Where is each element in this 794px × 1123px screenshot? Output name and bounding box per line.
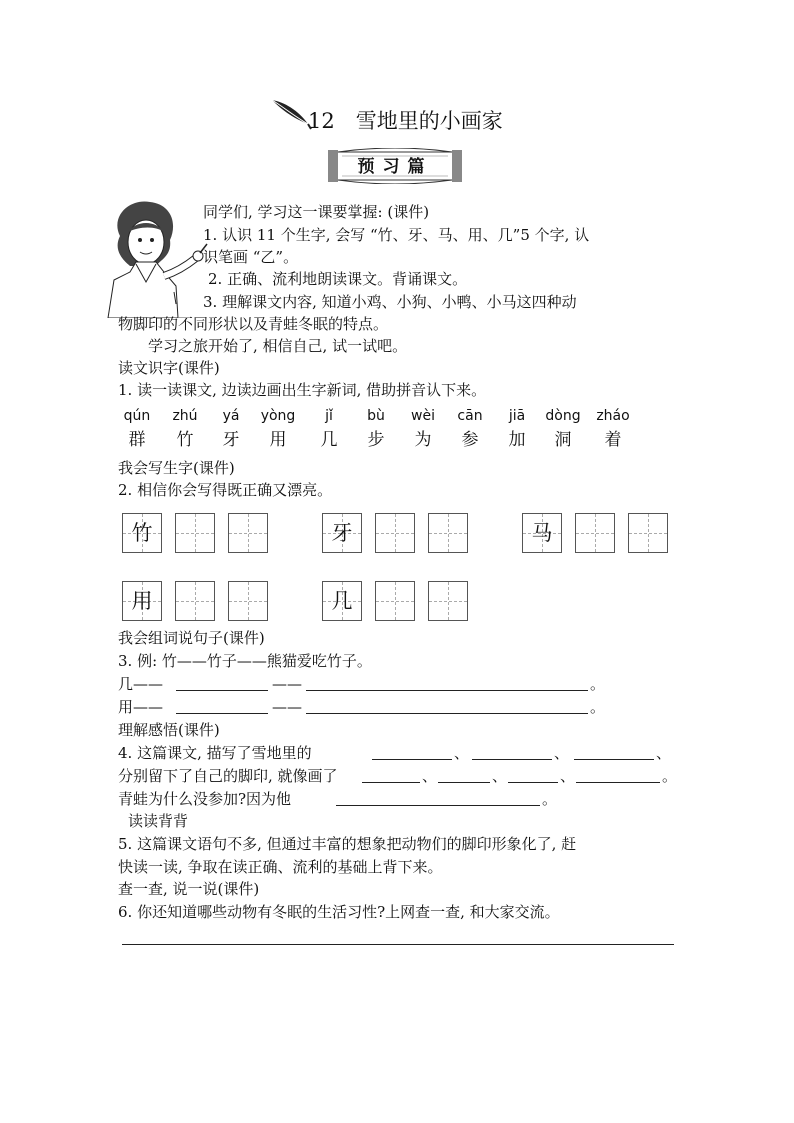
question-4-line-a: 4. 这篇课文, 描写了雪地里的 — [118, 744, 312, 762]
compose-line-1-word-blank[interactable] — [176, 690, 268, 691]
model-character-box — [322, 513, 362, 553]
understand-heading: 理解感悟(课件) — [118, 721, 220, 739]
separator: 、 — [656, 744, 672, 762]
new-character: 参 — [461, 430, 479, 450]
separator: 、 — [492, 767, 508, 785]
write-heading: 我会写生字(课件) — [118, 459, 235, 477]
teacher-illustration — [100, 196, 208, 318]
model-character: 竹 — [131, 521, 153, 545]
model-character: 马 — [531, 521, 553, 545]
separator: 、 — [554, 744, 570, 762]
separator: 、 — [422, 767, 438, 785]
pinyin-label: cān — [457, 408, 483, 424]
feather-quill-icon — [268, 96, 312, 130]
compose-line-2-sentence-blank[interactable] — [306, 713, 588, 714]
pinyin-label: jǐ — [325, 408, 333, 424]
compose-line-1-sentence-blank[interactable] — [306, 690, 588, 691]
footprint-blank-1[interactable] — [362, 782, 420, 783]
character-row — [118, 429, 678, 451]
practice-box[interactable] — [175, 513, 215, 553]
animal-blank-3[interactable] — [574, 759, 654, 760]
pinyin-label: zhú — [172, 408, 198, 424]
footprint-blank-4[interactable] — [576, 782, 660, 783]
compose-line-1-end: 。 — [590, 675, 606, 693]
recite-heading: 读读背背 — [128, 812, 189, 830]
new-character: 加 — [508, 430, 526, 450]
new-character: 洞 — [554, 430, 572, 450]
question-2: 2. 相信你会写得既正确又漂亮。 — [118, 481, 333, 499]
practice-box[interactable] — [428, 513, 468, 553]
footprint-blank-2[interactable] — [438, 782, 490, 783]
question-5-line-a: 5. 这篇课文语句不多, 但通过丰富的想象把动物们的脚印形象化了, 赶 — [118, 835, 577, 853]
practice-box[interactable] — [628, 513, 668, 553]
new-character: 几 — [320, 430, 338, 450]
compose-line-2-word-blank[interactable] — [176, 713, 268, 714]
model-character-box — [522, 513, 562, 553]
practice-box[interactable] — [428, 581, 468, 621]
model-character-box — [122, 513, 162, 553]
separator: 、 — [560, 767, 576, 785]
practice-box[interactable] — [375, 513, 415, 553]
goal-1-line-a: 1. 认识 11 个生字, 会写 “竹、牙、马、用、几”5 个字, 认 — [203, 226, 590, 244]
read-heading: 读文识字(课件) — [118, 359, 220, 377]
separator: 、 — [454, 744, 470, 762]
compose-line-1-dash: —— — [272, 675, 302, 693]
intro-greeting: 同学们, 学习这一课要掌握: (课件) — [203, 203, 430, 221]
goal-2: 2. 正确、流利地朗读课文。背诵课文。 — [208, 270, 468, 288]
new-character: 用 — [269, 430, 287, 450]
pinyin-label: yá — [222, 408, 240, 424]
question-1: 1. 读一读课文, 边读边画出生字新词, 借助拼音认下来。 — [118, 381, 487, 399]
goal-3-line-b: 物脚印的不同形状以及青蛙冬眠的特点。 — [118, 315, 389, 333]
new-character: 群 — [128, 430, 146, 450]
new-character: 为 — [414, 430, 432, 450]
practice-box[interactable] — [575, 513, 615, 553]
encouragement: 学习之旅开始了, 相信自己, 试一试吧。 — [148, 337, 408, 355]
compose-line-2-label: 用—— — [118, 698, 164, 716]
line-end: 。 — [662, 767, 678, 785]
goal-1-line-b: 识笔画 “乙”。 — [203, 248, 299, 266]
line-end: 。 — [542, 790, 558, 808]
check-heading: 查一查, 说一说(课件) — [118, 880, 260, 898]
lesson-title: 12 雪地里的小画家 — [308, 109, 503, 133]
practice-box[interactable] — [375, 581, 415, 621]
question-4-line-c: 青蛙为什么没参加?因为他 — [118, 790, 292, 808]
new-character: 竹 — [176, 430, 194, 450]
model-character-box — [122, 581, 162, 621]
goal-3-line-a: 3. 理解课文内容, 知道小鸡、小狗、小鸭、小马这四种动 — [203, 293, 577, 311]
practice-box[interactable] — [175, 581, 215, 621]
new-character: 着 — [604, 430, 622, 450]
question-6: 6. 你还知道哪些动物有冬眠的生活习性?上网查一查, 和大家交流。 — [118, 903, 560, 921]
pinyin-label: jiā — [508, 408, 526, 424]
animal-blank-2[interactable] — [472, 759, 552, 760]
pinyin-label: wèi — [411, 408, 435, 424]
footprint-blank-3[interactable] — [508, 782, 558, 783]
pinyin-label: bù — [367, 408, 385, 424]
new-character: 牙 — [222, 430, 240, 450]
pinyin-label: yòng — [260, 408, 296, 424]
model-character: 牙 — [331, 521, 353, 545]
word-heading: 我会组词说句子(课件) — [118, 629, 265, 647]
pinyin-label: zháo — [596, 408, 630, 424]
compose-line-2-dash: —— — [272, 698, 302, 716]
compose-line-1-label: 几—— — [118, 675, 164, 693]
pinyin-label: qún — [123, 408, 151, 424]
model-character-box — [322, 581, 362, 621]
model-character: 几 — [331, 589, 353, 613]
pinyin-row — [118, 406, 678, 426]
question-3: 3. 例: 竹——竹子——熊猫爱吃竹子。 — [118, 652, 372, 670]
new-character: 步 — [367, 430, 385, 450]
practice-box[interactable] — [228, 513, 268, 553]
model-character: 用 — [131, 589, 153, 613]
question-4-line-b: 分别留下了自己的脚印, 就像画了 — [118, 767, 338, 785]
frog-reason-blank[interactable] — [336, 805, 540, 806]
animal-blank-1[interactable] — [372, 759, 452, 760]
answer-line-q6[interactable] — [122, 944, 674, 945]
question-5-line-b: 快读一读, 争取在读正确、流利的基础上背下来。 — [118, 858, 443, 876]
pinyin-label: dòng — [545, 408, 581, 424]
compose-line-2-end: 。 — [590, 698, 606, 716]
section-banner-label: 预习篇 — [357, 157, 433, 177]
practice-box[interactable] — [228, 581, 268, 621]
